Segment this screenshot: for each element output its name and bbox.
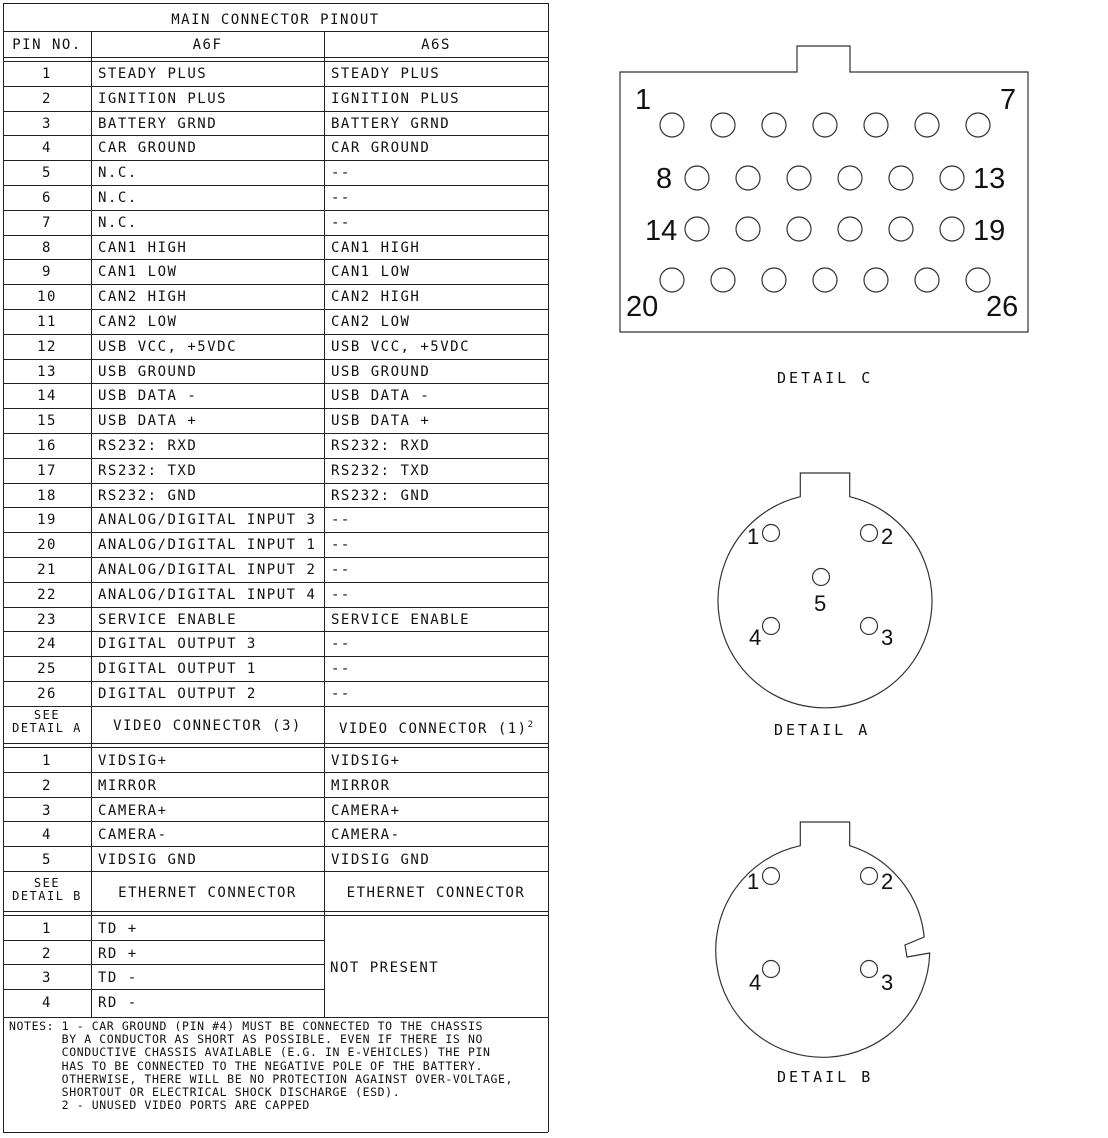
table-title: MAIN CONNECTOR PINOUT [171,12,380,28]
main-a6f-signal: SERVICE ENABLE [98,611,238,628]
main-pin-number: 20 [37,537,57,554]
detail-c-pin-11 [838,166,862,190]
ethernet-a6f-signal: TD - [98,970,138,986]
video-a6s-header [324,721,548,736]
grid-line [3,1017,548,1018]
main-a6s-signal: -- [331,636,351,653]
grid-line [3,915,548,916]
main-a6s-signal: USB DATA + [331,413,431,430]
detail-b-pin-1 [763,868,780,885]
main-a6f-signal: RS232: RXD [98,438,198,454]
video-pin-number: 1 [42,753,52,769]
video-a6s-signal: CAMERA+ [331,802,401,819]
main-pin-number: 10 [37,289,57,306]
detail-b-caption: DETAIL B [777,1068,874,1086]
grid-line [3,383,548,384]
detail-c-label-20: 20 [626,291,659,323]
grid-line [3,309,548,310]
grid-line [3,483,548,484]
main-a6s-signal: RS232: RXD [331,438,431,454]
main-a6f-signal: IGNITION PLUS [98,90,228,107]
grid-line [3,964,324,965]
main-pin-number: 1 [42,66,52,82]
detail-a-label-2: 2 [881,524,894,549]
main-a6f-signal: USB DATA - [98,388,198,405]
detail-c-pin-17 [838,217,862,241]
video-a6f-signal: VIDSIG+ [98,753,168,769]
main-a6f-signal: ANALOG/DIGITAL INPUT 4 [98,586,317,603]
detail-a-pin-5 [813,569,830,586]
main-a6s-signal: CAN1 HIGH [331,239,421,256]
ethernet-see-l2: DETAIL B [12,889,82,903]
main-pin-number: 13 [37,363,57,380]
main-pin-number: 25 [37,661,57,678]
main-pin-number: 19 [37,512,57,529]
grid-line [3,582,548,583]
detail-b-pin-3 [861,961,878,978]
detail-c-pins [660,113,990,292]
main-a6f-signal: DIGITAL OUTPUT 2 [98,686,257,702]
detail-c-label-19: 19 [973,215,1006,247]
detail-c-pin-2 [711,113,735,137]
main-a6f-signal: DIGITAL OUTPUT 1 [98,661,257,678]
detail-c-pin-3 [762,113,786,137]
main-a6s-signal: USB DATA - [331,388,431,405]
pinout-table [3,3,550,1134]
main-pin-number: 8 [42,239,52,256]
main-pin-number: 22 [37,586,57,603]
main-a6s-signal: SERVICE ENABLE [331,611,471,628]
grid-line [3,743,548,744]
grid-line [3,607,548,608]
video-pin-number: 4 [42,827,52,844]
detail-c-connector [620,46,1028,332]
main-a6s-signal: STEADY PLUS [331,66,441,82]
detail-c-pin-21 [711,268,735,292]
detail-c-pin-9 [736,166,760,190]
main-pin-number: 21 [37,562,57,578]
detail-b-label-4: 4 [749,970,762,995]
main-a6f-signal: RS232: GND [98,487,198,504]
detail-c-pin-6 [915,113,939,137]
video-see-l2: DETAIL A [12,721,82,735]
grid-line [3,259,548,260]
detail-c-pin-8 [685,166,709,190]
detail-c-label-1: 1 [635,84,652,116]
video-a6s-footnote: 2 [527,720,534,730]
main-a6f-signal: BATTERY GRND [98,115,218,132]
video-a6f-header: VIDEO CONNECTOR (3) [113,718,302,734]
ethernet-a6f-signal: RD - [98,994,138,1011]
grid-line [3,359,548,360]
detail-b-pin-2 [861,868,878,885]
video-a6s-signal: VIDSIG+ [331,753,401,769]
grid-line [3,507,548,508]
grid-line [3,111,548,112]
main-a6s-signal: -- [331,537,351,554]
main-a6f-signal: CAN2 HIGH [98,289,188,306]
connector-details [560,0,1108,1138]
notes: NOTES: 1 - CAR GROUND (PIN #4) MUST BE CONNECTED TO THE CHASSIS BY A CONDUCTOR AS SHORT AS POSSIBLE. EVEN IF THERE IS NO CONDUCTIVE CHASSIS AVAILABLE (E.G. IN E-VEHICLES) THE PIN HAS TO BE CONNECTED TO THE NEGATIVE POLE OF THE BATTERY. OTHERWISE, THERE WILL BE NO PROTECTION AGAINST OVER-VOLTAGE, SHORTOUT OR ELECTRICAL SHOCK DISCHARGE (ESD). 2 - UNUSED VIDEO PORTS ARE CAPPED [9,1019,514,1113]
grid-line [3,284,548,285]
main-a6s-signal: -- [331,586,351,603]
main-a6s-signal: IGNITION PLUS [331,90,461,107]
main-a6s-signal: RS232: GND [331,487,431,504]
grid-line [3,433,548,434]
detail-a-pin-1 [763,525,780,542]
grid-line [3,532,548,533]
header-a6s: A6S [421,37,451,53]
grid-line [3,557,548,558]
main-a6s-signal: CAN2 LOW [331,314,411,330]
detail-b-connector [716,822,930,1057]
detail-c-pin-13 [940,166,964,190]
main-pin-number: 15 [37,413,57,430]
main-a6s-signal: CAN2 HIGH [331,289,421,306]
main-a6f-signal: ANALOG/DIGITAL INPUT 1 [98,537,317,554]
grid-line [3,871,548,872]
video-a6s-signal: MIRROR [331,777,391,794]
main-a6f-signal: USB VCC, +5VDC [98,338,238,355]
detail-c-pin-16 [787,217,811,241]
grid-line [3,86,548,87]
ethernet-see-l1: SEE [33,876,61,890]
main-a6f-signal: N.C. [98,190,138,206]
grid-line [3,1132,548,1133]
header-pin-no: PIN NO. [12,37,82,53]
detail-c-pin-23 [813,268,837,292]
detail-c-pin-4 [813,113,837,137]
main-a6f-signal: STEADY PLUS [98,66,208,82]
main-a6f-signal: DIGITAL OUTPUT 3 [98,636,257,653]
main-pin-number: 5 [42,165,52,182]
main-pin-number: 23 [37,611,57,628]
detail-b-housing [716,822,930,1057]
main-a6f-signal: RS232: TXD [98,462,198,479]
ethernet-pin-number: 1 [42,921,52,937]
detail-a-pin-4 [763,618,780,635]
main-pin-number: 12 [37,338,57,355]
grid-line [3,846,548,847]
video-a6s-label: VIDEO CONNECTOR (1) [338,721,528,737]
main-a6f-signal: N.C. [98,214,138,231]
detail-b-label-3: 3 [881,970,894,995]
detail-a-label-5: 5 [814,591,827,616]
grid-line [3,911,548,912]
main-a6f-signal: ANALOG/DIGITAL INPUT 3 [98,512,317,529]
video-pin-number: 2 [42,777,52,794]
main-pin-number: 18 [37,487,57,504]
detail-c-pin-1 [660,113,684,137]
grid-line [3,57,548,58]
main-pin-number: 6 [42,190,52,206]
detail-c-pin-10 [787,166,811,190]
grid-line [3,656,548,657]
grid-line [3,135,548,136]
detail-c-pin-25 [915,268,939,292]
main-a6f-signal: N.C. [98,165,138,182]
grid-line [324,31,325,1017]
video-a6f-signal: CAMERA- [98,827,168,844]
ethernet-a6f-signal: TD + [98,921,138,937]
header-a6f: A6F [192,37,223,53]
detail-c-pin-12 [889,166,913,190]
grid-line [3,3,4,1132]
main-a6s-signal: USB VCC, +5VDC [331,338,471,355]
grid-line [3,185,548,186]
detail-c-label-26: 26 [986,291,1019,323]
detail-c-label-14: 14 [645,215,678,247]
video-see-detail [3,709,91,735]
grid-line [3,3,548,4]
ethernet-a6f-signal: RD + [98,945,138,962]
main-a6s-signal: RS232: TXD [331,462,431,479]
grid-line [3,160,548,161]
detail-c-label-7: 7 [1000,84,1017,116]
grid-line [3,706,548,707]
grid-line [3,797,548,798]
detail-c-label-13: 13 [973,163,1006,195]
grid-line [3,821,548,822]
main-pin-number: 2 [42,90,52,107]
video-a6f-signal: MIRROR [98,777,158,794]
video-see-l1: SEE [33,708,61,722]
main-a6s-signal: BATTERY GRND [331,115,451,132]
main-pin-number: 17 [37,462,57,479]
detail-c-pin-22 [762,268,786,292]
ethernet-pin-number: 2 [42,945,52,962]
grid-line [3,61,548,62]
detail-a-label-4: 4 [749,625,762,650]
main-a6s-signal: USB GROUND [331,363,431,380]
main-a6s-signal: CAN1 LOW [331,264,411,281]
detail-a-caption: DETAIL A [774,721,871,739]
main-a6f-signal: CAN2 LOW [98,314,178,330]
grid-line [3,747,548,748]
main-a6f-signal: ANALOG/DIGITAL INPUT 2 [98,562,317,578]
ethernet-not-present: NOT PRESENT [330,960,440,976]
main-pin-number: 14 [37,388,57,405]
ethernet-see-detail [3,877,91,903]
main-a6s-signal: -- [331,661,351,678]
grid-line [3,631,548,632]
video-a6s-signal: CAMERA- [331,827,401,844]
grid-line [3,681,548,682]
grid-line [3,235,548,236]
grid-line [3,989,324,990]
video-a6s-signal: VIDSIG GND [331,852,431,869]
detail-c-pin-26 [966,268,990,292]
detail-c-caption: DETAIL C [777,369,874,387]
detail-b-label-2: 2 [881,869,894,894]
grid-line [548,3,549,1132]
main-a6f-signal: USB DATA + [98,413,198,430]
detail-c-housing [620,46,1028,332]
grid-line [3,334,548,335]
grid-line [3,772,548,773]
detail-c-pin-19 [940,217,964,241]
main-a6f-signal: CAN1 HIGH [98,239,188,256]
main-a6s-signal: -- [331,512,351,529]
detail-a-label-3: 3 [881,625,894,650]
main-a6s-signal: -- [331,214,351,231]
grid-line [3,31,548,32]
main-pin-number: 7 [42,214,52,231]
video-pin-number: 3 [42,802,52,819]
main-a6s-signal: -- [331,190,351,206]
main-a6s-signal: -- [331,165,351,182]
main-pin-number: 3 [42,115,52,132]
main-a6f-signal: CAR GROUND [98,140,198,157]
video-a6f-signal: VIDSIG GND [98,852,198,869]
detail-c-pin-15 [736,217,760,241]
grid-line [3,408,548,409]
detail-a-label-1: 1 [747,524,760,549]
main-pin-number: 16 [37,438,57,454]
detail-c-pin-20 [660,268,684,292]
main-a6s-signal: -- [331,562,351,578]
detail-c-pin-18 [889,217,913,241]
detail-a-pin-2 [861,525,878,542]
detail-c-pin-24 [864,268,888,292]
grid-line [3,210,548,211]
main-a6s-signal: CAR GROUND [331,140,431,157]
detail-c-pin-5 [864,113,888,137]
detail-a-pin-3 [861,618,878,635]
detail-c-pin-7 [966,113,990,137]
grid-line [3,458,548,459]
ethernet-a6s-header: ETHERNET CONNECTOR [346,885,526,901]
main-pin-number: 24 [37,636,57,653]
main-pin-number: 9 [42,264,52,281]
detail-c-pin-14 [685,217,709,241]
ethernet-a6f-header: ETHERNET CONNECTOR [118,885,297,901]
ethernet-pin-number: 3 [42,970,52,986]
main-pin-number: 4 [42,140,52,157]
main-a6f-signal: USB GROUND [98,363,198,380]
main-a6f-signal: CAN1 LOW [98,264,178,281]
detail-c-label-8: 8 [656,163,673,195]
main-pin-number: 26 [37,686,57,702]
detail-a-connector [718,473,932,708]
grid-line [3,940,324,941]
detail-b-label-1: 1 [747,869,760,894]
detail-b-pin-4 [763,961,780,978]
video-pin-number: 5 [42,852,52,869]
main-a6s-signal: -- [331,686,351,702]
grid-line [91,31,92,1017]
main-pin-number: 11 [37,314,57,330]
video-a6f-signal: CAMERA+ [98,802,168,819]
ethernet-pin-number: 4 [42,994,52,1011]
